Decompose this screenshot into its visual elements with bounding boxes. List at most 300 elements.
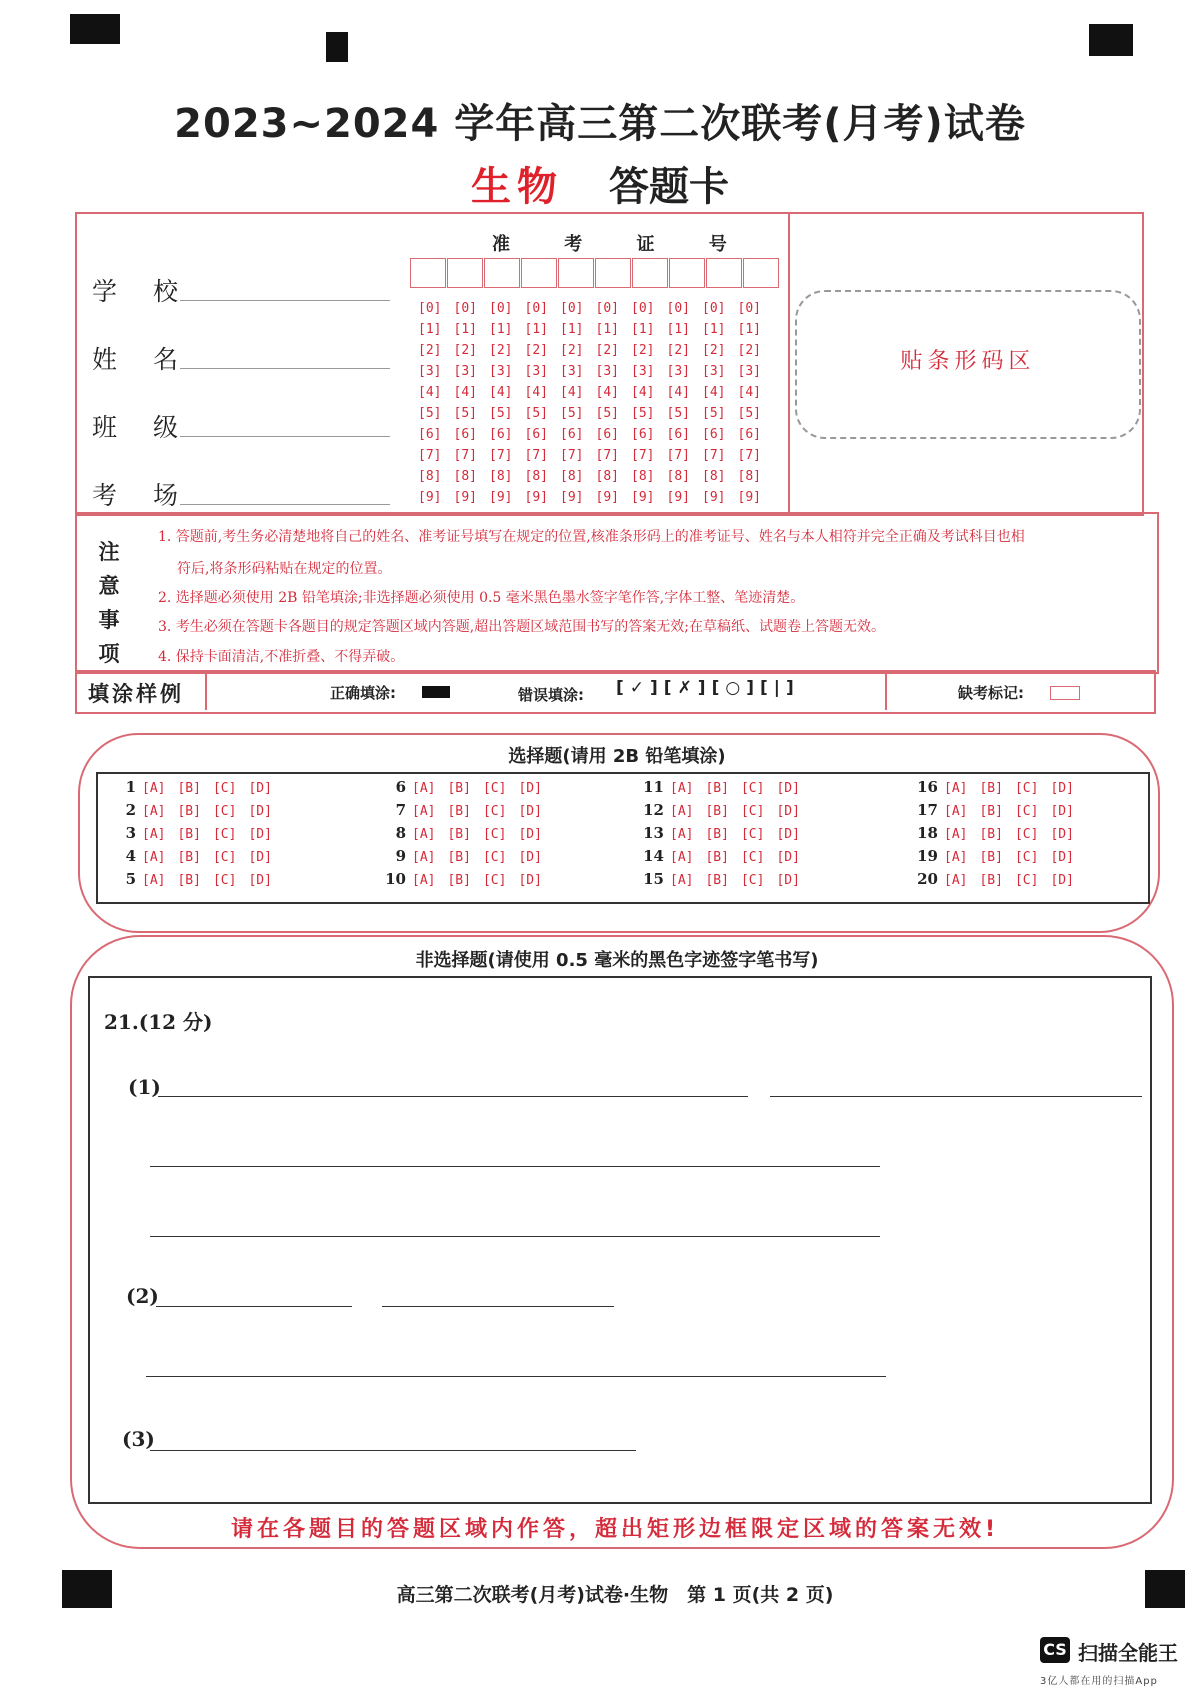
- id-digit-bubble[interactable]: [0]: [631, 301, 655, 316]
- id-digit-bubble[interactable]: [8]: [453, 469, 477, 484]
- answer-line[interactable]: [158, 1096, 748, 1097]
- choice-option-bubble[interactable]: [A]: [412, 873, 436, 888]
- id-digit-bubble[interactable]: [1]: [666, 322, 690, 337]
- room-field[interactable]: [180, 504, 390, 505]
- id-digit-bubble[interactable]: [7]: [737, 448, 761, 463]
- choice-option-bubble[interactable]: [C]: [740, 850, 765, 865]
- choice-option-bubble[interactable]: [C]: [212, 827, 237, 842]
- choice-question-row: [636, 801, 812, 824]
- exam-title: 2023~2024 学年高三第二次联考(月考)试卷: [174, 101, 1026, 147]
- id-digit-bubble[interactable]: [9]: [560, 490, 584, 505]
- sample-divider: [205, 672, 207, 710]
- question-number: 13: [643, 824, 664, 842]
- choice-option-bubble[interactable]: [C]: [1014, 850, 1039, 865]
- choice-option-bubble[interactable]: [D]: [1050, 804, 1074, 819]
- id-digit-bubble[interactable]: [8]: [418, 469, 442, 484]
- page-footer: 高三第二次联考(月考)试卷·生物 第 1 页(共 2 页): [396, 1584, 834, 1606]
- id-digit-bubble[interactable]: [4]: [737, 385, 761, 400]
- id-digit-bubble[interactable]: [0]: [489, 301, 513, 316]
- question-number: 12: [643, 801, 664, 819]
- id-cell[interactable]: [669, 258, 705, 288]
- cross-mark-icon: [✗]: [663, 678, 712, 698]
- absent-mark-box[interactable]: [1050, 686, 1080, 700]
- answer-line[interactable]: [770, 1096, 1142, 1097]
- id-cell[interactable]: [521, 258, 557, 288]
- choice-option-bubble[interactable]: [A]: [412, 850, 436, 865]
- id-digit-bubble[interactable]: [4]: [631, 385, 655, 400]
- choice-question-row: [910, 847, 1086, 870]
- choice-column: [910, 778, 1086, 893]
- choice-option-bubble[interactable]: [D]: [776, 804, 800, 819]
- choice-option-bubble[interactable]: [A]: [944, 804, 968, 819]
- choice-option-bubble[interactable]: [C]: [1014, 873, 1039, 888]
- part-1-label: (1): [128, 1075, 161, 1099]
- id-digit-bubble[interactable]: [5]: [631, 406, 655, 421]
- nonchoice-heading: 非选择题(请使用 0.5 毫米的黑色字迹签字笔书写): [415, 950, 819, 971]
- id-digit-bubble[interactable]: [1]: [560, 322, 584, 337]
- id-digit-bubble[interactable]: [7]: [418, 448, 442, 463]
- id-digit-bubble[interactable]: [6]: [418, 427, 442, 442]
- choice-option-bubble[interactable]: [C]: [212, 873, 237, 888]
- question-number: 5: [125, 870, 136, 888]
- choice-question-row: [378, 778, 554, 801]
- id-digit-bubble[interactable]: [0]: [666, 301, 690, 316]
- id-digit-bubble[interactable]: [5]: [453, 406, 477, 421]
- choice-option-bubble[interactable]: [D]: [518, 850, 542, 865]
- choice-option-bubble[interactable]: [B]: [705, 850, 729, 865]
- id-cell[interactable]: [484, 258, 520, 288]
- choice-option-bubble[interactable]: [B]: [447, 827, 471, 842]
- id-digit-bubble[interactable]: [6]: [560, 427, 584, 442]
- id-digit-bubble[interactable]: [0]: [524, 301, 548, 316]
- id-digit-bubble[interactable]: [3]: [737, 364, 761, 379]
- id-digit-bubble[interactable]: [3]: [524, 364, 548, 379]
- id-cell[interactable]: [632, 258, 668, 288]
- id-digit-bubble[interactable]: [7]: [524, 448, 548, 463]
- choice-option-bubble[interactable]: [A]: [670, 827, 694, 842]
- choice-question-row: [910, 824, 1086, 847]
- id-digit-bubble[interactable]: [2]: [453, 343, 477, 358]
- id-digit-bubble[interactable]: [2]: [666, 343, 690, 358]
- choice-option-bubble[interactable]: [A]: [944, 781, 968, 796]
- choice-option-bubble[interactable]: [A]: [944, 850, 968, 865]
- choice-option-bubble[interactable]: [A]: [670, 873, 694, 888]
- id-digit-column: [738, 298, 761, 508]
- school-field[interactable]: [180, 300, 390, 301]
- choice-option-bubble[interactable]: [D]: [518, 873, 542, 888]
- choice-option-bubble[interactable]: [A]: [412, 804, 436, 819]
- question-number: 15: [643, 870, 664, 888]
- id-digit-column: [667, 298, 690, 508]
- id-digit-bubble[interactable]: [4]: [418, 385, 442, 400]
- choice-option-bubble[interactable]: [C]: [1014, 827, 1039, 842]
- choice-option-bubble[interactable]: [C]: [740, 827, 765, 842]
- choice-option-bubble[interactable]: [B]: [705, 781, 729, 796]
- choice-option-bubble[interactable]: [A]: [142, 827, 166, 842]
- id-digit-bubble[interactable]: [3]: [702, 364, 726, 379]
- note-item: 符后,将条形码粘贴在规定的位置。: [177, 561, 392, 577]
- choice-option-bubble[interactable]: [B]: [447, 873, 471, 888]
- id-digit-column: [560, 298, 583, 508]
- id-digit-bubble[interactable]: [8]: [524, 469, 548, 484]
- note-item: 1. 答题前,考生务必清楚地将自己的姓名、准考证号填写在规定的位置,核准条形码上的准考证号、姓名与本人相符并完全正确及考试科目也相: [158, 529, 1025, 545]
- choice-option-bubble[interactable]: [A]: [670, 850, 694, 865]
- choice-option-bubble[interactable]: [A]: [142, 850, 166, 865]
- choice-option-bubble[interactable]: [D]: [518, 781, 542, 796]
- choice-question-row: [378, 824, 554, 847]
- id-digit-bubble[interactable]: [3]: [666, 364, 690, 379]
- id-digit-bubble[interactable]: [1]: [489, 322, 513, 337]
- choice-question-row: [108, 778, 284, 801]
- choice-question-row: [910, 778, 1086, 801]
- choice-question-row: [108, 801, 284, 824]
- question-number: 19: [917, 847, 938, 865]
- id-digit-bubble[interactable]: [3]: [453, 364, 477, 379]
- id-cell[interactable]: [410, 258, 446, 288]
- choice-option-bubble[interactable]: [C]: [482, 804, 507, 819]
- question-number: 3: [125, 824, 136, 842]
- id-digit-bubble[interactable]: [2]: [418, 343, 442, 358]
- answer-line[interactable]: [150, 1236, 880, 1237]
- scanner-tagline: 3亿人都在用的扫描App: [1040, 1676, 1158, 1687]
- choice-option-bubble[interactable]: [C]: [212, 781, 237, 796]
- id-digit-bubble[interactable]: [3]: [560, 364, 584, 379]
- class-field[interactable]: [180, 436, 390, 437]
- choice-question-row: [378, 870, 554, 893]
- question-number: 2: [125, 801, 136, 819]
- choice-question-row: [378, 801, 554, 824]
- question-number: 8: [395, 824, 406, 842]
- id-digit-column: [418, 298, 441, 508]
- id-digit-bubble[interactable]: [9]: [702, 490, 726, 505]
- room-label: 考 场: [92, 481, 192, 510]
- registration-mark: [326, 32, 348, 62]
- id-digit-bubble[interactable]: [1]: [524, 322, 548, 337]
- choice-option-bubble[interactable]: [D]: [776, 827, 800, 842]
- answer-line[interactable]: [150, 1450, 636, 1451]
- id-digit-bubble[interactable]: [8]: [595, 469, 619, 484]
- id-digit-bubble[interactable]: [4]: [666, 385, 690, 400]
- choice-option-bubble[interactable]: [C]: [740, 873, 765, 888]
- choice-option-bubble[interactable]: [A]: [412, 827, 436, 842]
- choice-question-row: [636, 778, 812, 801]
- id-digit-bubble[interactable]: [6]: [666, 427, 690, 442]
- choice-option-bubble[interactable]: [B]: [447, 781, 471, 796]
- id-digit-bubble[interactable]: [4]: [595, 385, 619, 400]
- id-digit-bubble[interactable]: [8]: [631, 469, 655, 484]
- id-digit-bubble[interactable]: [2]: [489, 343, 513, 358]
- id-digit-bubble[interactable]: [0]: [453, 301, 477, 316]
- part-2-label: (2): [126, 1284, 159, 1308]
- card-name: 答题卡: [609, 164, 729, 210]
- subject-name: 生物: [471, 164, 563, 210]
- card-subtitle: [0, 155, 1200, 212]
- choice-option-bubble[interactable]: [D]: [1050, 850, 1074, 865]
- choice-column: [378, 778, 554, 893]
- choice-option-bubble[interactable]: [B]: [705, 827, 729, 842]
- choice-option-bubble[interactable]: [A]: [412, 781, 436, 796]
- id-digit-bubble[interactable]: [5]: [666, 406, 690, 421]
- choice-option-bubble[interactable]: [B]: [979, 804, 1003, 819]
- name-label: 姓 名: [92, 345, 192, 374]
- id-digit-bubble[interactable]: [5]: [418, 406, 442, 421]
- id-digit-bubble[interactable]: [9]: [524, 490, 548, 505]
- question-number: 16: [917, 778, 938, 796]
- choice-option-bubble[interactable]: [D]: [776, 873, 800, 888]
- id-digit-bubble[interactable]: [8]: [737, 469, 761, 484]
- question-number: 4: [125, 847, 136, 865]
- answer-area-warning: 请在各题目的答题区域内作答，超出矩形边框限定区域的答案无效!: [230, 1517, 1000, 1542]
- choice-option-bubble[interactable]: [A]: [670, 804, 694, 819]
- scanner-logo: CS: [1040, 1637, 1070, 1663]
- id-digit-bubble[interactable]: [5]: [595, 406, 619, 421]
- choice-question-row: [378, 847, 554, 870]
- note-item: 3. 考生必须在答题卡各题目的规定答题区域内答题,超出答题区域范围书写的答案无效;在草稿纸、试题卷上答题无效。: [158, 619, 885, 635]
- choice-option-bubble[interactable]: [D]: [776, 781, 800, 796]
- id-digit-bubble[interactable]: [8]: [489, 469, 513, 484]
- id-digit-bubble[interactable]: [6]: [631, 427, 655, 442]
- nonchoice-answer-box: [88, 976, 1152, 1504]
- id-cell[interactable]: [743, 258, 779, 288]
- id-number-cells: [410, 258, 780, 288]
- choice-option-bubble[interactable]: [A]: [142, 781, 166, 796]
- correct-fill-mark: [422, 686, 450, 698]
- choice-option-bubble[interactable]: [B]: [447, 850, 471, 865]
- choice-heading: 选择题(请用 2B 铅笔填涂): [508, 746, 726, 767]
- question-number: 1: [125, 778, 136, 796]
- id-digit-bubble[interactable]: [3]: [631, 364, 655, 379]
- choice-option-bubble[interactable]: [B]: [705, 804, 729, 819]
- barcode-label: 贴条形码区: [900, 349, 1036, 374]
- choice-option-bubble[interactable]: [C]: [482, 781, 507, 796]
- question-number: 7: [395, 801, 406, 819]
- id-digit-bubble[interactable]: [3]: [489, 364, 513, 379]
- id-digit-bubble[interactable]: [6]: [524, 427, 548, 442]
- answer-line[interactable]: [156, 1306, 352, 1307]
- id-cell[interactable]: [595, 258, 631, 288]
- check-mark-icon: [✓]: [616, 678, 664, 698]
- wrong-fill-marks: [616, 678, 800, 698]
- choice-option-bubble[interactable]: [D]: [1050, 781, 1074, 796]
- question-number: 14: [643, 847, 664, 865]
- choice-question-row: [636, 824, 812, 847]
- id-digit-bubble[interactable]: [0]: [560, 301, 584, 316]
- id-digit-bubble[interactable]: [9]: [418, 490, 442, 505]
- id-digit-bubble[interactable]: [4]: [453, 385, 477, 400]
- choice-option-bubble[interactable]: [C]: [740, 804, 765, 819]
- choice-option-bubble[interactable]: [B]: [177, 873, 201, 888]
- id-digit-bubble[interactable]: [6]: [702, 427, 726, 442]
- id-digit-bubble[interactable]: [4]: [560, 385, 584, 400]
- choice-option-bubble[interactable]: [B]: [705, 873, 729, 888]
- id-digit-bubble[interactable]: [4]: [702, 385, 726, 400]
- choice-option-bubble[interactable]: [C]: [1014, 804, 1039, 819]
- id-cell[interactable]: [706, 258, 742, 288]
- choice-option-bubble[interactable]: [D]: [248, 804, 272, 819]
- class-label: 班 级: [92, 413, 192, 442]
- note-item: 2. 选择题必须使用 2B 铅笔填涂;非选择题必须使用 0.5 毫米黑色墨水签字笔作答,字体工整、笔迹清楚。: [158, 590, 805, 606]
- id-digit-bubble[interactable]: [9]: [489, 490, 513, 505]
- choice-question-row: [108, 847, 284, 870]
- choice-question-row: [108, 824, 284, 847]
- choice-option-bubble[interactable]: [B]: [979, 850, 1003, 865]
- id-digit-bubble[interactable]: [7]: [631, 448, 655, 463]
- id-digit-bubble[interactable]: [7]: [453, 448, 477, 463]
- id-digit-bubble[interactable]: [5]: [737, 406, 761, 421]
- choice-option-bubble[interactable]: [A]: [142, 873, 166, 888]
- question-number: 10: [385, 870, 406, 888]
- choice-option-bubble[interactable]: [D]: [1050, 873, 1074, 888]
- id-digit-column: [489, 298, 512, 508]
- id-digit-bubble[interactable]: [2]: [631, 343, 655, 358]
- id-digit-bubble[interactable]: [0]: [595, 301, 619, 316]
- question-number: 18: [917, 824, 938, 842]
- choice-option-bubble[interactable]: [D]: [248, 781, 272, 796]
- id-digit-bubble[interactable]: [0]: [737, 301, 761, 316]
- choice-option-bubble[interactable]: [A]: [944, 873, 968, 888]
- question-number: 20: [917, 870, 938, 888]
- notes-heading: 注意事项: [98, 540, 120, 666]
- id-digit-bubble[interactable]: [6]: [489, 427, 513, 442]
- question-number: 11: [643, 778, 664, 796]
- choice-option-bubble[interactable]: [C]: [1014, 781, 1039, 796]
- id-number-header: 准 考 证 号: [492, 234, 751, 255]
- choice-option-bubble[interactable]: [D]: [518, 804, 542, 819]
- id-cell[interactable]: [447, 258, 483, 288]
- choice-option-bubble[interactable]: [A]: [670, 781, 694, 796]
- choice-option-bubble[interactable]: [D]: [248, 850, 272, 865]
- choice-question-row: [910, 801, 1086, 824]
- id-digit-bubble[interactable]: [9]: [631, 490, 655, 505]
- id-digit-bubble[interactable]: [9]: [737, 490, 761, 505]
- id-digit-bubble[interactable]: [2]: [524, 343, 548, 358]
- choice-question-row: [636, 870, 812, 893]
- sample-heading: 填涂样例: [88, 682, 184, 706]
- choice-option-bubble[interactable]: [B]: [979, 873, 1003, 888]
- id-digit-bubble[interactable]: [1]: [418, 322, 442, 337]
- id-digit-bubble[interactable]: [7]: [702, 448, 726, 463]
- id-digit-bubble[interactable]: [6]: [453, 427, 477, 442]
- question-number: 9: [395, 847, 406, 865]
- question-21-title: 21.(12 分): [104, 1010, 213, 1034]
- answer-line[interactable]: [382, 1306, 614, 1307]
- id-digit-bubble[interactable]: [5]: [489, 406, 513, 421]
- id-digit-column: [525, 298, 548, 508]
- id-digit-bubble[interactable]: [1]: [737, 322, 761, 337]
- choice-option-bubble[interactable]: [B]: [177, 827, 201, 842]
- choice-option-bubble[interactable]: [B]: [447, 804, 471, 819]
- choice-option-bubble[interactable]: [A]: [142, 804, 166, 819]
- choice-option-bubble[interactable]: [D]: [248, 873, 272, 888]
- choice-option-bubble[interactable]: [D]: [1050, 827, 1074, 842]
- id-digit-bubble[interactable]: [6]: [737, 427, 761, 442]
- choice-question-row: [910, 870, 1086, 893]
- choice-option-bubble[interactable]: [C]: [482, 850, 507, 865]
- id-digit-bubble[interactable]: [4]: [524, 385, 548, 400]
- id-digit-bubble[interactable]: [2]: [560, 343, 584, 358]
- id-cell[interactable]: [558, 258, 594, 288]
- id-digit-bubble[interactable]: [9]: [453, 490, 477, 505]
- id-digit-bubble[interactable]: [5]: [560, 406, 584, 421]
- info-divider: [788, 214, 790, 512]
- choice-question-row: [108, 870, 284, 893]
- choice-option-bubble[interactable]: [C]: [212, 804, 237, 819]
- registration-mark: [1089, 24, 1133, 56]
- name-field[interactable]: [180, 368, 390, 369]
- scanner-app-name: 扫描全能王: [1078, 1641, 1178, 1665]
- barcode-area: [795, 290, 1141, 439]
- id-digit-bubble[interactable]: [2]: [702, 343, 726, 358]
- choice-option-bubble[interactable]: [A]: [944, 827, 968, 842]
- part-3-label: (3): [122, 1427, 155, 1451]
- id-digit-bubble[interactable]: [2]: [737, 343, 761, 358]
- id-digit-bubble[interactable]: [1]: [702, 322, 726, 337]
- choice-option-bubble[interactable]: [D]: [248, 827, 272, 842]
- choice-option-bubble[interactable]: [B]: [177, 804, 201, 819]
- id-digit-bubble[interactable]: [3]: [595, 364, 619, 379]
- choice-option-bubble[interactable]: [B]: [177, 781, 201, 796]
- id-digit-bubble[interactable]: [0]: [702, 301, 726, 316]
- id-digit-bubble[interactable]: [9]: [595, 490, 619, 505]
- id-digit-bubble[interactable]: [7]: [560, 448, 584, 463]
- id-digit-bubble[interactable]: [8]: [560, 469, 584, 484]
- choice-option-bubble[interactable]: [C]: [212, 850, 237, 865]
- id-digit-bubble[interactable]: [3]: [418, 364, 442, 379]
- id-digit-bubble[interactable]: [4]: [489, 385, 513, 400]
- choice-column: [636, 778, 812, 893]
- question-number: 6: [395, 778, 406, 796]
- id-digit-bubble[interactable]: [5]: [702, 406, 726, 421]
- choice-option-bubble[interactable]: [B]: [979, 781, 1003, 796]
- id-digit-bubble[interactable]: [7]: [595, 448, 619, 463]
- choice-option-bubble[interactable]: [B]: [177, 850, 201, 865]
- id-digit-bubble[interactable]: [1]: [453, 322, 477, 337]
- question-number: 17: [917, 801, 938, 819]
- id-digit-bubble[interactable]: [0]: [418, 301, 442, 316]
- correct-fill-label: 正确填涂:: [330, 684, 396, 702]
- choice-column: [108, 778, 284, 893]
- circle-mark-icon: [○]: [711, 678, 760, 698]
- id-digit-column: [702, 298, 725, 508]
- id-digit-bubble[interactable]: [8]: [666, 469, 690, 484]
- id-digit-bubble[interactable]: [7]: [489, 448, 513, 463]
- id-digit-bubble[interactable]: [1]: [631, 322, 655, 337]
- choice-option-bubble[interactable]: [C]: [740, 781, 765, 796]
- answer-line[interactable]: [146, 1376, 886, 1377]
- wrong-fill-label: 错误填涂:: [518, 686, 584, 704]
- absent-mark-label: 缺考标记:: [958, 684, 1024, 702]
- id-digit-bubble[interactable]: [8]: [702, 469, 726, 484]
- note-item: 4. 保持卡面清洁,不准折叠、不得弄破。: [158, 649, 405, 665]
- choice-option-bubble[interactable]: [D]: [518, 827, 542, 842]
- choice-option-bubble[interactable]: [B]: [979, 827, 1003, 842]
- answer-line[interactable]: [150, 1166, 880, 1167]
- id-digit-bubble[interactable]: [9]: [666, 490, 690, 505]
- id-digit-bubble[interactable]: [5]: [524, 406, 548, 421]
- school-label: 学 校: [92, 277, 192, 306]
- id-digit-bubble[interactable]: [6]: [595, 427, 619, 442]
- choice-option-bubble[interactable]: [C]: [482, 827, 507, 842]
- choice-option-bubble[interactable]: [D]: [776, 850, 800, 865]
- id-digit-bubble[interactable]: [7]: [666, 448, 690, 463]
- id-digit-bubble[interactable]: [2]: [595, 343, 619, 358]
- id-digit-column: [596, 298, 619, 508]
- id-digit-bubble[interactable]: [1]: [595, 322, 619, 337]
- choice-option-bubble[interactable]: [C]: [482, 873, 507, 888]
- partial-mark-icon: [|]: [759, 678, 800, 698]
- id-digit-column: [631, 298, 654, 508]
- choice-question-row: [636, 847, 812, 870]
